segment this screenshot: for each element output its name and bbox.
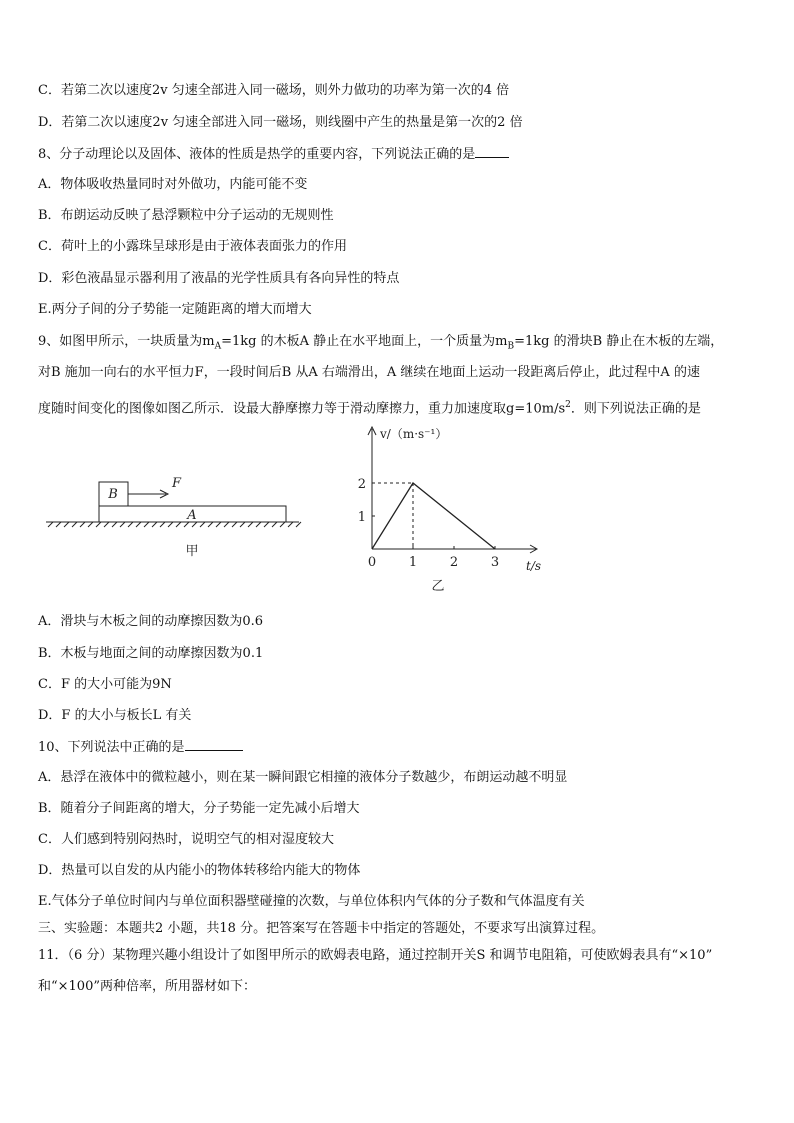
question-11-line-2: 和“×100”两种倍率，所用器材如下： — [38, 979, 256, 994]
answer-blank — [475, 145, 509, 158]
option-8d: D．彩色液晶显示器利用了液晶的光学性质具有各向异性的特点 — [38, 271, 400, 286]
x-tick-label: 2 — [449, 555, 459, 570]
figure-yi-caption: 乙 — [431, 579, 445, 594]
figure-block-on-board — [44, 470, 314, 560]
option-9c: C．F 的大小可能为9N — [38, 677, 172, 692]
answer-blank — [185, 738, 243, 751]
y-tick-label: 1 — [357, 510, 366, 525]
question-9-line-2: 对B 施加一向右的水平恒力F，一段时间后B 从A 右端滑出，A 继续在地面上运动一段距离后停止，此过程中A 的速 — [38, 365, 700, 380]
q9-subscript-a: A — [214, 341, 222, 352]
series-line — [372, 483, 495, 549]
x-tick-label: 3 — [490, 555, 500, 570]
q9-superscript: 2 — [565, 400, 571, 410]
section-3-heading: 三、实验题：本题共2 小题，共18 分。把答案写在答题卡中指定的答题处，不要求写出演算过程。 — [38, 921, 605, 936]
option-8c: C．荷叶上的小露珠呈球形是由于液体表面张力的作用 — [38, 239, 347, 254]
q9-text-g: ．则下列说法正确的是 — [570, 401, 701, 417]
option-10c: C．人们感到特别闷热时，说明空气的相对湿度较大 — [38, 832, 334, 847]
force-label: F — [172, 476, 182, 491]
x-tick-label: 1 — [408, 555, 418, 570]
question-8-stem — [38, 145, 509, 164]
board-a-label: A — [187, 508, 197, 523]
option-10b: B．随着分子间距离的增大，分子势能一定先减小后增大 — [38, 801, 360, 816]
option-9a: A．滑块与木板之间的动摩擦因数为0.6 — [38, 614, 264, 629]
figure-jia-caption: 甲 — [185, 544, 199, 559]
q9-text-c: =1kg 的木板A 静止在水平地面上，一个质量为m — [221, 334, 508, 349]
option-9b: B．木板与地面之间的动摩擦因数为0.1 — [38, 646, 264, 661]
option-10d: D．热量可以自发的从内能小的物体转移给内能大的物体 — [38, 863, 361, 878]
velocity-time-chart — [350, 422, 550, 597]
option-8a: A．物体吸收热量同时对外做功，内能可能不变 — [38, 177, 308, 192]
q9-text-f: 度随时间变化的图像如图乙所示．设最大静摩擦力等于滑动摩擦力，重力加速度取g=10m/s — [38, 401, 566, 417]
q9-subscript-b: B — [507, 341, 515, 352]
question-10-text: 10、下列说法中正确的是 — [38, 740, 185, 755]
y-tick-label: 2 — [357, 477, 366, 492]
question-11-line-1: 11．（6 分）某物理兴趣小组设计了如图甲所示的欧姆表电路，通过控制开关S 和调节电阻箱，可使欧姆表具有“×10” — [38, 948, 713, 963]
q9-text-e: =1kg 的滑块B 静止在木板的左端， — [514, 334, 724, 349]
option-9d: D．F 的大小与板长L 有关 — [38, 708, 192, 723]
option-7d: D．若第二次以速度2v 匀速全部进入同一磁场，则线圈中产生的热量是第一次的2 倍 — [38, 115, 523, 130]
question-8-text: 8、分子动理论以及固体、液体的性质是热学的重要内容，下列说法正确的是 — [38, 147, 476, 162]
option-8e: E.两分子间的分子势能一定随距离的增大而增大 — [38, 302, 312, 317]
q9-text-a: 9、如图甲所示，一块质量为m — [38, 334, 215, 349]
question-9-line-1 — [38, 333, 723, 356]
question-10-stem — [38, 738, 243, 757]
option-10a: A．悬浮在液体中的微粒越小，则在某一瞬间跟它相撞的液体分子数越少，布朗运动越不明显 — [38, 770, 568, 785]
question-9-line-3 — [38, 396, 701, 418]
y-axis-label: v/（m·s⁻¹） — [380, 427, 448, 441]
option-7c: C．若第二次以速度2v 匀速全部进入同一磁场，则外力做功的功率为第一次的4 倍 — [38, 83, 510, 98]
x-axis-label: t/s — [526, 559, 542, 573]
option-10e: E.气体分子单位时间内与单位面积器壁碰撞的次数，与单位体积内气体的分子数和气体温度有关 — [38, 894, 585, 909]
x-tick-label: 0 — [367, 555, 377, 570]
option-8b: B．布朗运动反映了悬浮颗粒中分子运动的无规则性 — [38, 208, 334, 223]
ground-hatching — [48, 522, 301, 527]
block-b-label: B — [108, 487, 118, 502]
